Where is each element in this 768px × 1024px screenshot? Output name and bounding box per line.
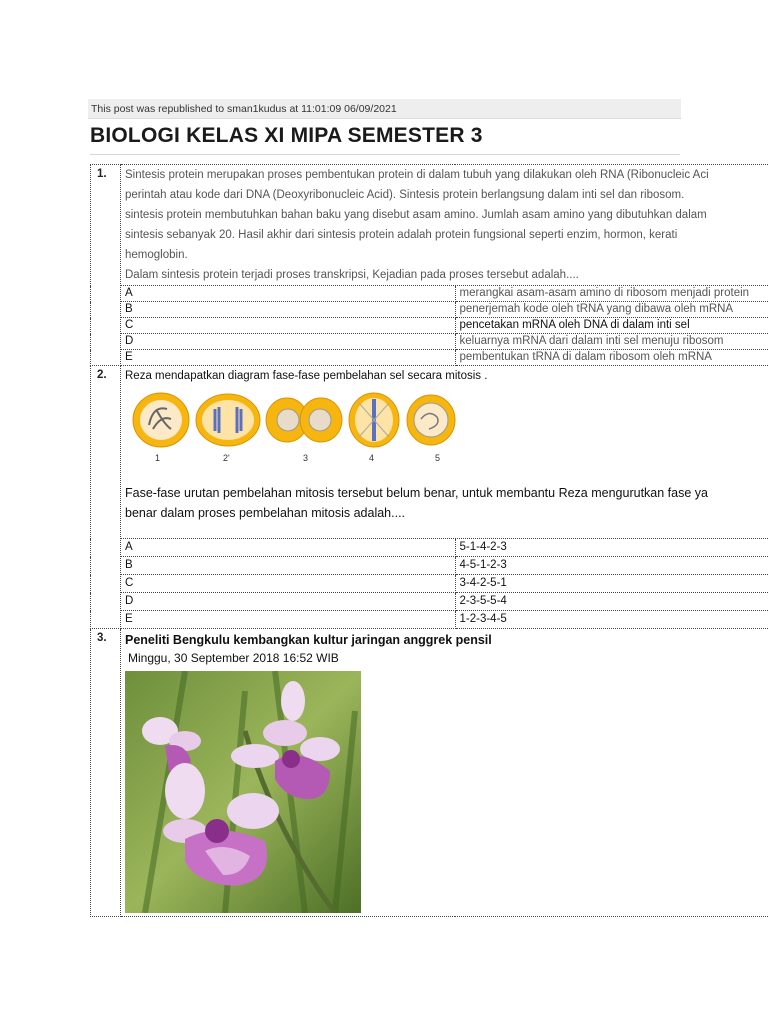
mitosis-cell-4 xyxy=(347,391,401,449)
option-row xyxy=(91,318,768,334)
option-letter: E xyxy=(121,611,456,629)
page-title: BIOLOGI KELAS XI MIPA SEMESTER 3 xyxy=(90,124,680,155)
option-text: 5-1-4-2-3 xyxy=(455,539,768,557)
option-letter: B xyxy=(121,557,456,575)
question-number: 3. xyxy=(91,629,121,917)
republish-banner: This post was republished to sman1kudus at 11:01:09 06/09/2021 xyxy=(88,99,681,119)
option-text: pembentukan tRNA di dalam ribosom oleh mRNA xyxy=(455,350,768,366)
option-text: penerjemah kode oleh tRNA yang dibawa oleh mRNA xyxy=(455,302,768,318)
option-text: 4-5-1-2-3 xyxy=(455,557,768,575)
option-row xyxy=(91,575,768,593)
option-text: pencetakan mRNA oleh DNA di dalam inti sel xyxy=(455,318,768,334)
question-1-text: Sintesis protein merupakan proses pembentukan protein di dalam tubuh yang dilakukan oleh RNA (Ribonucleic Aci perintah atau kode dari DNA (Deoxyribonucleic Acid). Sintesis protein berlangsung dalam inti sel dan ribosom. sintesis protein membutuhkan bahan baku yang disebut asam amino. Jumlah asam amino yang dibutuhkan dalam sintesis sebanyak 20. Hasil akhir dari sintesis protein adalah protein fungsional seperti enzim, hormon, kerati hemoglobin. Dalam sintesis protein terjadi proses transkripsi, Kejadian pada proses tersebut adalah.... xyxy=(121,165,768,286)
question-table xyxy=(90,164,768,917)
option-letter: C xyxy=(121,575,456,593)
option-row xyxy=(91,350,768,366)
option-text: keluarnya mRNA dari dalam inti sel menuju ribosom xyxy=(455,334,768,350)
option-text: 1-2-3-4-5 xyxy=(455,611,768,629)
option-letter: C xyxy=(121,318,456,334)
question-3-body xyxy=(121,629,768,917)
option-letter: D xyxy=(121,593,456,611)
cell-label: 4 xyxy=(369,453,375,463)
option-letter: A xyxy=(121,286,456,302)
option-letter: B xyxy=(121,302,456,318)
orchid-photo xyxy=(125,671,361,913)
question-2-body xyxy=(121,366,768,539)
option-row xyxy=(91,557,768,575)
option-row xyxy=(91,539,768,557)
question-2-row xyxy=(91,366,768,539)
question-2-text: benar dalam proses pembelahan mitosis adalah.... xyxy=(125,506,406,520)
question-number: 1. xyxy=(91,165,121,366)
option-row xyxy=(91,302,768,318)
question-3-date: Minggu, 30 September 2018 16:52 WIB xyxy=(128,651,339,665)
option-row xyxy=(91,611,768,629)
question-1-row xyxy=(91,165,768,286)
option-letter: A xyxy=(121,539,456,557)
question-3-row xyxy=(91,629,768,917)
option-row xyxy=(91,334,768,350)
mitosis-cell-5 xyxy=(405,391,459,449)
question-2-heading: Reza mendapatkan diagram fase-fase pembelahan sel secara mitosis . xyxy=(125,370,488,382)
cell-label: 3 xyxy=(303,453,309,463)
mitosis-cell-3 xyxy=(265,391,343,449)
option-letter: D xyxy=(121,334,456,350)
question-2-text: Fase-fase urutan pembelahan mitosis tersebut belum benar, untuk membantu Reza mengurutkan fase ya xyxy=(125,486,708,500)
cell-label: 5 xyxy=(435,453,441,463)
question-number: 2. xyxy=(91,366,121,629)
cell-label: 1 xyxy=(155,453,161,463)
cell-label: 2' xyxy=(223,453,230,463)
option-text: 2-3-5-5-4 xyxy=(455,593,768,611)
mitosis-diagram xyxy=(125,387,768,477)
option-letter: E xyxy=(121,350,456,366)
option-text: merangkai asam-asam amino di ribosom menjadi protein xyxy=(455,286,768,302)
mitosis-cell-1 xyxy=(131,391,191,449)
mitosis-cell-2 xyxy=(195,391,261,449)
option-text: 3-4-2-5-1 xyxy=(455,575,768,593)
question-3-title: Peneliti Bengkulu kembangkan kultur jaringan anggrek pensil xyxy=(125,633,492,647)
option-row xyxy=(91,593,768,611)
option-row xyxy=(91,286,768,302)
